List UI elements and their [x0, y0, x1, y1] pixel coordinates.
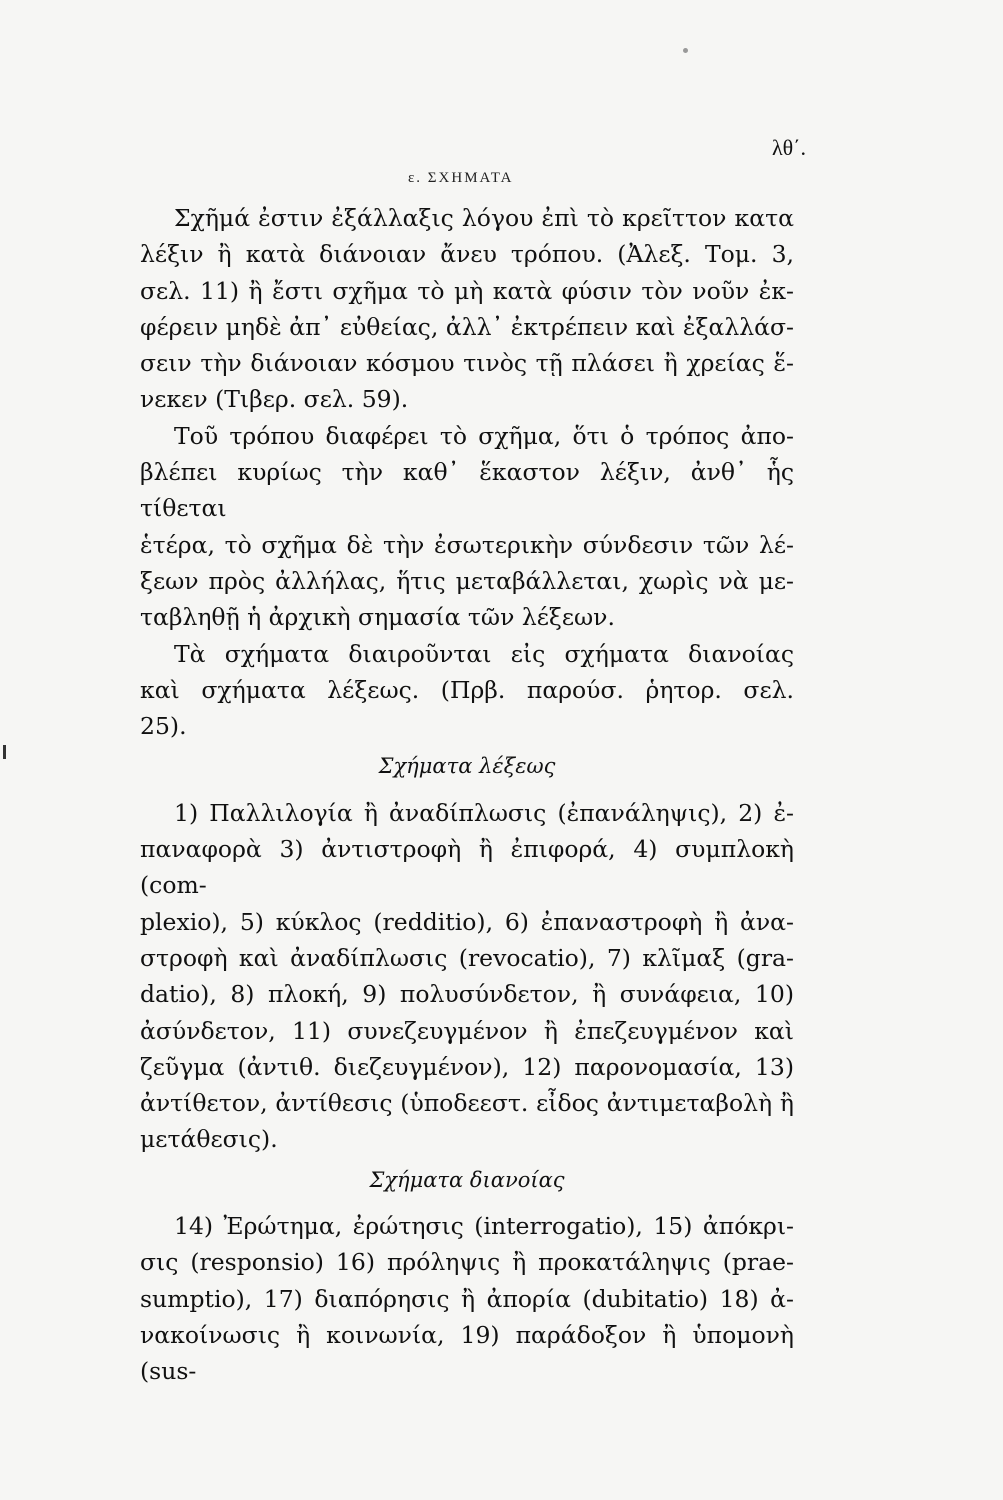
text-line: μετάθεσις).: [140, 1125, 278, 1154]
page-number: λθ΄.: [772, 135, 807, 160]
margin-mark: [3, 745, 6, 759]
ink-speck: [683, 48, 688, 53]
text-line: sumptio), 17) διαπόρησις ἢ ἀπορία (dubitatio) 18) ἀ-: [140, 1284, 794, 1313]
text-line: λέξιν ἢ κατὰ διάνοιαν ἄνευ τρόπου. (Ἀλεξ. Τομ. 3,: [140, 240, 794, 269]
text-line: στροφὴ καὶ ἀναδίπλωσις (revocatio), 7) κλῖμαξ (gra-: [140, 943, 794, 972]
text-line: ἀντίθετον, ἀντίθεσις (ὑποδεεστ. εἶδος ἀντιμεταβολὴ ἢ: [140, 1089, 794, 1118]
text-line: plexio), 5) κύκλος (redditio), 6) ἐπαναστροφὴ ἢ ἀνα-: [140, 907, 794, 936]
section-heading-lexeos: Σχήματα λέξεως: [378, 754, 556, 779]
text-line: σειν τὴν διάνοιαν κόσμου τινὸς τῇ πλάσει ἢ χρείας ἕ-: [140, 349, 794, 378]
text-line: datio), 8) πλοκή, 9) πολυσύνδετον, ἢ συνάφεια, 10): [140, 980, 794, 1009]
text-line: σελ. 11) ἢ ἔστι σχῆμα τὸ μὴ κατὰ φύσιν τὸν νοῦν ἐκ-: [140, 276, 794, 305]
text-line: καὶ σχήματα λέξεως. (Πρβ. παρούσ. ῥητορ. σελ.: [140, 675, 794, 704]
text-line: βλέπει κυρίως τὴν καθ᾽ ἕκαστον λέξιν, ἀνθ᾽ ἧς τίθεται: [140, 458, 794, 523]
text-line: σις (responsio) 16) πρόληψις ἢ προκατάληψις (prae-: [140, 1248, 794, 1277]
text-line: φέρειν μηδὲ ἀπ᾽ εὐθείας, ἀλλ᾽ ἐκτρέπειν καὶ ἐξαλλάσ-: [140, 312, 794, 341]
text-line: Τοῦ τρόπου διαφέρει τὸ σχῆμα, ὅτι ὁ τρόπος ἀπο-: [174, 421, 794, 450]
text-line: παναφορὰ 3) ἀντιστροφὴ ἢ ἐπιφορά, 4) συμπλοκὴ (com-: [140, 835, 794, 900]
section-heading-dianoias: Σχήματα διανοίας: [369, 1167, 565, 1192]
running-header: ε. ΣΧΗΜΑΤΑ: [408, 170, 514, 186]
text-line: 14) Ἐρώτημα, ἐρώτησις (interrogatio), 15) ἀπόκρι-: [174, 1212, 794, 1241]
text-line: ταβληθῇ ἡ ἀρχικὴ σημασία τῶν λέξεων.: [140, 603, 615, 632]
text-line: ξεων πρὸς ἀλλήλας, ἥτις μεταβάλλεται, χωρὶς νὰ με-: [140, 566, 794, 595]
text-line: 1) Παλλιλογία ἢ ἀναδίπλωσις (ἐπανάληψις), 2) ἐ-: [174, 798, 794, 827]
text-line: ζεῦγμα (ἀντιθ. διεζευγμένον), 12) παρονομασία, 13): [140, 1052, 794, 1081]
text-line: ἑτέρα, τὸ σχῆμα δὲ τὴν ἐσωτερικὴν σύνδεσιν τῶν λέ-: [140, 530, 794, 559]
text-line: Τὰ σχήματα διαιροῦνται εἰς σχήματα διανοίας: [174, 639, 794, 668]
text-line: 25).: [140, 712, 187, 741]
text-line: Σχῆμά ἐστιν ἐξάλλαξις λόγου ἐπὶ τὸ κρεῖττον κατα: [174, 204, 794, 232]
text-line: νακοίνωσις ἢ κοινωνία, 19) παράδοξον ἢ ὑπομονὴ (sus-: [140, 1320, 794, 1386]
text-line: ἀσύνδετον, 11) συνεζευγμένον ἢ ἐπεζευγμένον καὶ: [140, 1016, 794, 1045]
body-text: [140, 200, 794, 1390]
text-line: νεκεν (Τιβερ. σελ. 59).: [140, 385, 409, 414]
